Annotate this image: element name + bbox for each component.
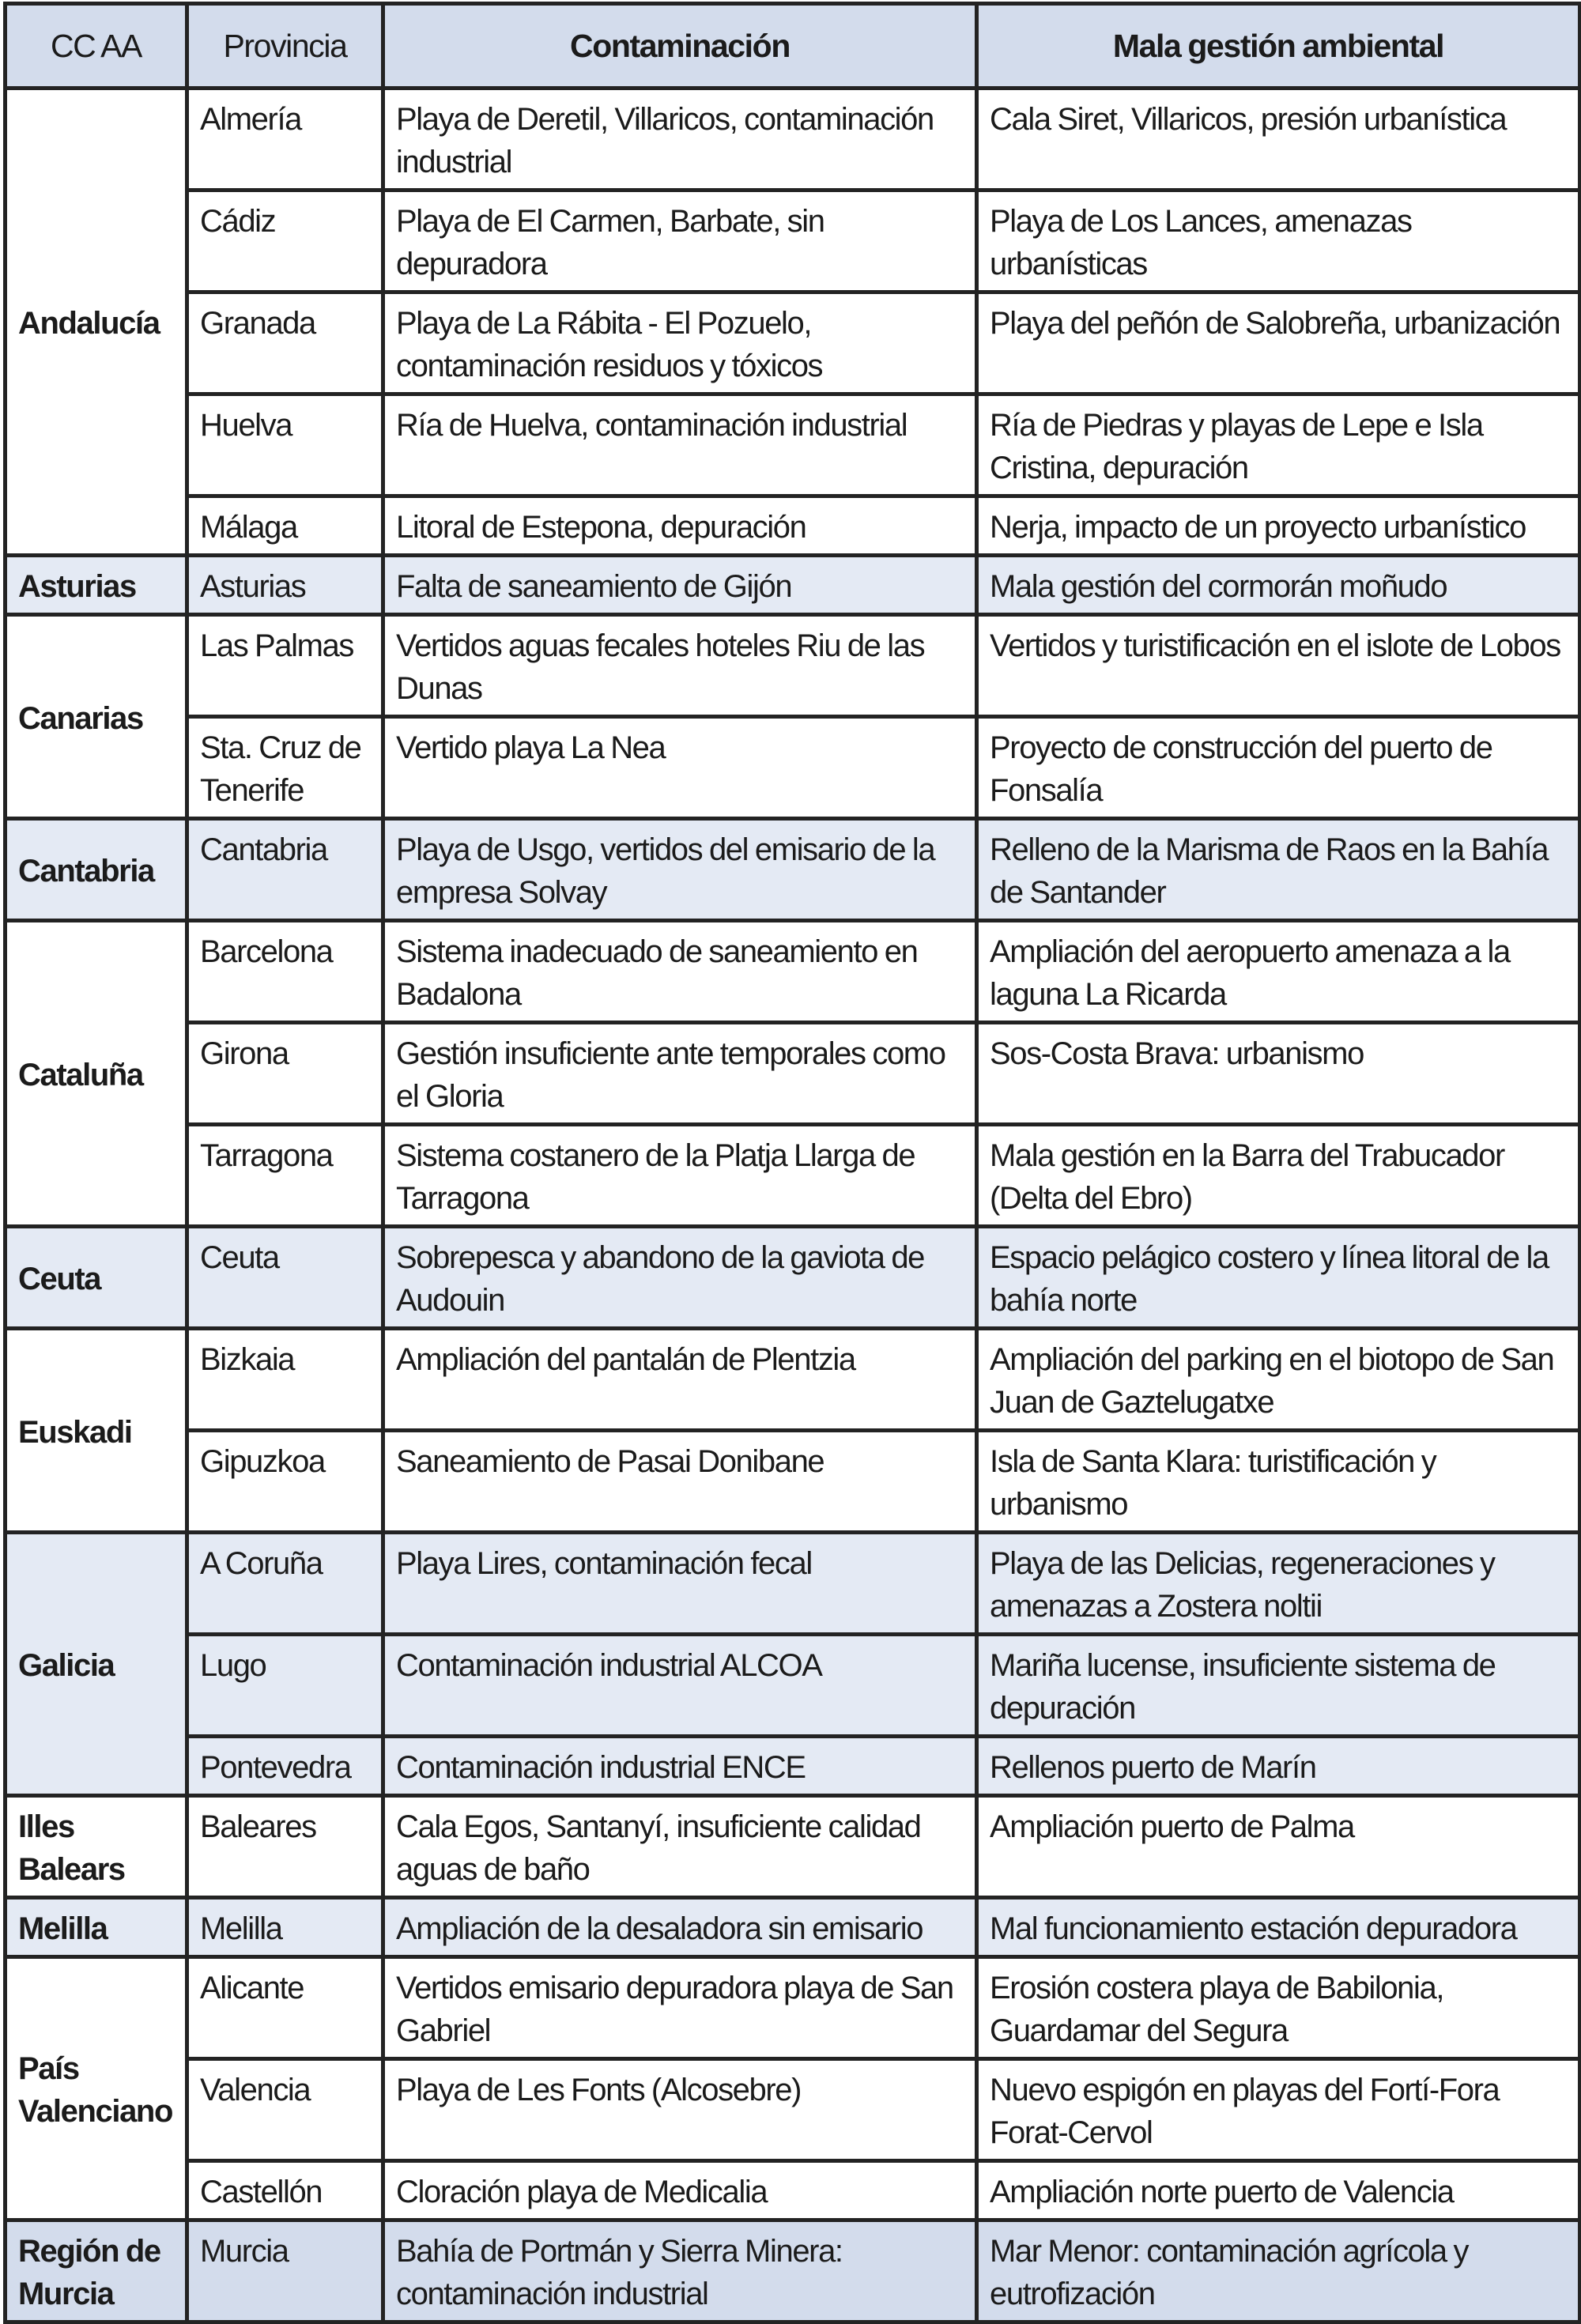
beaches-table-container bbox=[3, 2, 1578, 2324]
mala-gestion-cell: Nuevo espigón en playas del Fortí-Fora Forat-Cervol bbox=[977, 2059, 1580, 2161]
table-row bbox=[6, 1737, 1580, 1796]
table-row bbox=[6, 1957, 1580, 2059]
contaminacion-cell: Playa de El Carmen, Barbate, sin depuradora bbox=[383, 191, 977, 292]
ccaa-cell: Ceuta bbox=[6, 1227, 187, 1329]
provincia-cell: Las Palmas bbox=[187, 615, 383, 717]
contaminacion-cell: Playa Lires, contaminación fecal bbox=[383, 1533, 977, 1635]
provincia-cell: Valencia bbox=[187, 2059, 383, 2161]
table-row bbox=[6, 1125, 1580, 1227]
contaminacion-cell: Playa de Usgo, vertidos del emisario de la empresa Solvay bbox=[383, 819, 977, 921]
ccaa-cell: Cataluña bbox=[6, 921, 187, 1227]
beaches-table bbox=[3, 2, 1581, 2324]
mala-gestion-cell: Ampliación norte puerto de Valencia bbox=[977, 2161, 1580, 2220]
table-row bbox=[6, 2220, 1580, 2322]
contaminacion-cell: Cala Egos, Santanyí, insuficiente calidad aguas de baño bbox=[383, 1796, 977, 1898]
mala-gestion-cell: Relleno de la Marisma de Raos en la Bahía de Santander bbox=[977, 819, 1580, 921]
provincia-cell: Sta. Cruz de Tenerife bbox=[187, 717, 383, 819]
table-row bbox=[6, 717, 1580, 819]
mala-gestion-cell: Mar Menor: contaminación agrícola y eutrofización bbox=[977, 2220, 1580, 2322]
table-row bbox=[6, 615, 1580, 717]
table-row bbox=[6, 921, 1580, 1023]
contaminacion-cell: Vertidos aguas fecales hoteles Riu de las Dunas bbox=[383, 615, 977, 717]
contaminacion-cell: Sobrepesca y abandono de la gaviota de Audouin bbox=[383, 1227, 977, 1329]
table-row bbox=[6, 1023, 1580, 1125]
header-row bbox=[6, 4, 1580, 89]
contaminacion-cell: Ampliación del pantalán de Plentzia bbox=[383, 1329, 977, 1431]
contaminacion-cell: Falta de saneamiento de Gijón bbox=[383, 556, 977, 615]
provincia-cell: Alicante bbox=[187, 1957, 383, 2059]
table-row bbox=[6, 394, 1580, 496]
table-row bbox=[6, 1635, 1580, 1737]
provincia-cell: Granada bbox=[187, 292, 383, 394]
provincia-cell: Lugo bbox=[187, 1635, 383, 1737]
provincia-cell: Pontevedra bbox=[187, 1737, 383, 1796]
table-row bbox=[6, 89, 1580, 191]
contaminacion-cell: Bahía de Portmán y Sierra Minera: contaminación industrial bbox=[383, 2220, 977, 2322]
provincia-cell: Murcia bbox=[187, 2220, 383, 2322]
contaminacion-cell: Gestión insuficiente ante temporales como el Gloria bbox=[383, 1023, 977, 1125]
provincia-cell: Melilla bbox=[187, 1898, 383, 1957]
mala-gestion-cell: Playa de las Delicias, regeneraciones y amenazas a Zostera noltii bbox=[977, 1533, 1580, 1635]
ccaa-cell: Andalucía bbox=[6, 89, 187, 556]
contaminacion-cell: Playa de La Rábita - El Pozuelo, contaminación residuos y tóxicos bbox=[383, 292, 977, 394]
table-row bbox=[6, 292, 1580, 394]
mala-gestion-cell: Ampliación puerto de Palma bbox=[977, 1796, 1580, 1898]
provincia-cell: Almería bbox=[187, 89, 383, 191]
ccaa-cell: Asturias bbox=[6, 556, 187, 615]
provincia-cell: Barcelona bbox=[187, 921, 383, 1023]
mala-gestion-cell: Espacio pelágico costero y línea litoral de la bahía norte bbox=[977, 1227, 1580, 1329]
mala-gestion-cell: Mala gestión del cormorán moñudo bbox=[977, 556, 1580, 615]
ccaa-cell: Canarias bbox=[6, 615, 187, 819]
provincia-cell: Gipuzkoa bbox=[187, 1431, 383, 1533]
contaminacion-cell: Saneamiento de Pasai Donibane bbox=[383, 1431, 977, 1533]
header-ccaa: CC AA bbox=[6, 4, 187, 89]
contaminacion-cell: Ampliación de la desaladora sin emisario bbox=[383, 1898, 977, 1957]
provincia-cell: Ceuta bbox=[187, 1227, 383, 1329]
contaminacion-cell: Playa de Deretil, Villaricos, contaminación industrial bbox=[383, 89, 977, 191]
mala-gestion-cell: Mariña lucense, insuficiente sistema de depuración bbox=[977, 1635, 1580, 1737]
contaminacion-cell: Sistema costanero de la Platja Llarga de Tarragona bbox=[383, 1125, 977, 1227]
table-row bbox=[6, 496, 1580, 556]
mala-gestion-cell: Proyecto de construcción del puerto de Fonsalía bbox=[977, 717, 1580, 819]
contaminacion-cell: Cloración playa de Medicalia bbox=[383, 2161, 977, 2220]
mala-gestion-cell: Rellenos puerto de Marín bbox=[977, 1737, 1580, 1796]
provincia-cell: Bizkaia bbox=[187, 1329, 383, 1431]
contaminacion-cell: Playa de Les Fonts (Alcosebre) bbox=[383, 2059, 977, 2161]
table-row bbox=[6, 1227, 1580, 1329]
contaminacion-cell: Vertido playa La Nea bbox=[383, 717, 977, 819]
table-row bbox=[6, 2059, 1580, 2161]
table-body bbox=[6, 89, 1580, 2322]
header-mala-gestion: Mala gestión ambiental bbox=[977, 4, 1580, 89]
provincia-cell: Tarragona bbox=[187, 1125, 383, 1227]
provincia-cell: Málaga bbox=[187, 496, 383, 556]
mala-gestion-cell: Playa del peñón de Salobreña, urbanización bbox=[977, 292, 1580, 394]
provincia-cell: Cádiz bbox=[187, 191, 383, 292]
ccaa-cell: Región de Murcia bbox=[6, 2220, 187, 2322]
mala-gestion-cell: Cala Siret, Villaricos, presión urbanística bbox=[977, 89, 1580, 191]
table-row bbox=[6, 1898, 1580, 1957]
ccaa-cell: Euskadi bbox=[6, 1329, 187, 1533]
contaminacion-cell: Contaminación industrial ENCE bbox=[383, 1737, 977, 1796]
table-header bbox=[6, 4, 1580, 89]
provincia-cell: A Coruña bbox=[187, 1533, 383, 1635]
contaminacion-cell: Ría de Huelva, contaminación industrial bbox=[383, 394, 977, 496]
table-row bbox=[6, 819, 1580, 921]
provincia-cell: Cantabria bbox=[187, 819, 383, 921]
contaminacion-cell: Sistema inadecuado de saneamiento en Badalona bbox=[383, 921, 977, 1023]
table-row bbox=[6, 1796, 1580, 1898]
contaminacion-cell: Litoral de Estepona, depuración bbox=[383, 496, 977, 556]
header-provincia: Provincia bbox=[187, 4, 383, 89]
ccaa-cell: Galicia bbox=[6, 1533, 187, 1796]
table-row bbox=[6, 2161, 1580, 2220]
ccaa-cell: Cantabria bbox=[6, 819, 187, 921]
mala-gestion-cell: Erosión costera playa de Babilonia, Guardamar del Segura bbox=[977, 1957, 1580, 2059]
provincia-cell: Huelva bbox=[187, 394, 383, 496]
table-row bbox=[6, 556, 1580, 615]
contaminacion-cell: Vertidos emisario depuradora playa de San Gabriel bbox=[383, 1957, 977, 2059]
ccaa-cell: Illes Balears bbox=[6, 1796, 187, 1898]
table-row bbox=[6, 1329, 1580, 1431]
ccaa-cell: Melilla bbox=[6, 1898, 187, 1957]
mala-gestion-cell: Ampliación del parking en el biotopo de San Juan de Gaztelugatxe bbox=[977, 1329, 1580, 1431]
header-contaminacion: Contaminación bbox=[383, 4, 977, 89]
mala-gestion-cell: Sos-Costa Brava: urbanismo bbox=[977, 1023, 1580, 1125]
table-row bbox=[6, 1533, 1580, 1635]
provincia-cell: Castellón bbox=[187, 2161, 383, 2220]
contaminacion-cell: Contaminación industrial ALCOA bbox=[383, 1635, 977, 1737]
mala-gestion-cell: Nerja, impacto de un proyecto urbanístico bbox=[977, 496, 1580, 556]
mala-gestion-cell: Mala gestión en la Barra del Trabucador (Delta del Ebro) bbox=[977, 1125, 1580, 1227]
mala-gestion-cell: Playa de Los Lances, amenazas urbanísticas bbox=[977, 191, 1580, 292]
mala-gestion-cell: Mal funcionamiento estación depuradora bbox=[977, 1898, 1580, 1957]
ccaa-cell: País Valenciano bbox=[6, 1957, 187, 2220]
provincia-cell: Girona bbox=[187, 1023, 383, 1125]
mala-gestion-cell: Ampliación del aeropuerto amenaza a la laguna La Ricarda bbox=[977, 921, 1580, 1023]
mala-gestion-cell: Vertidos y turistificación en el islote de Lobos bbox=[977, 615, 1580, 717]
mala-gestion-cell: Isla de Santa Klara: turistificación y urbanismo bbox=[977, 1431, 1580, 1533]
table-row bbox=[6, 1431, 1580, 1533]
table-row bbox=[6, 191, 1580, 292]
provincia-cell: Baleares bbox=[187, 1796, 383, 1898]
mala-gestion-cell: Ría de Piedras y playas de Lepe e Isla Cristina, depuración bbox=[977, 394, 1580, 496]
provincia-cell: Asturias bbox=[187, 556, 383, 615]
